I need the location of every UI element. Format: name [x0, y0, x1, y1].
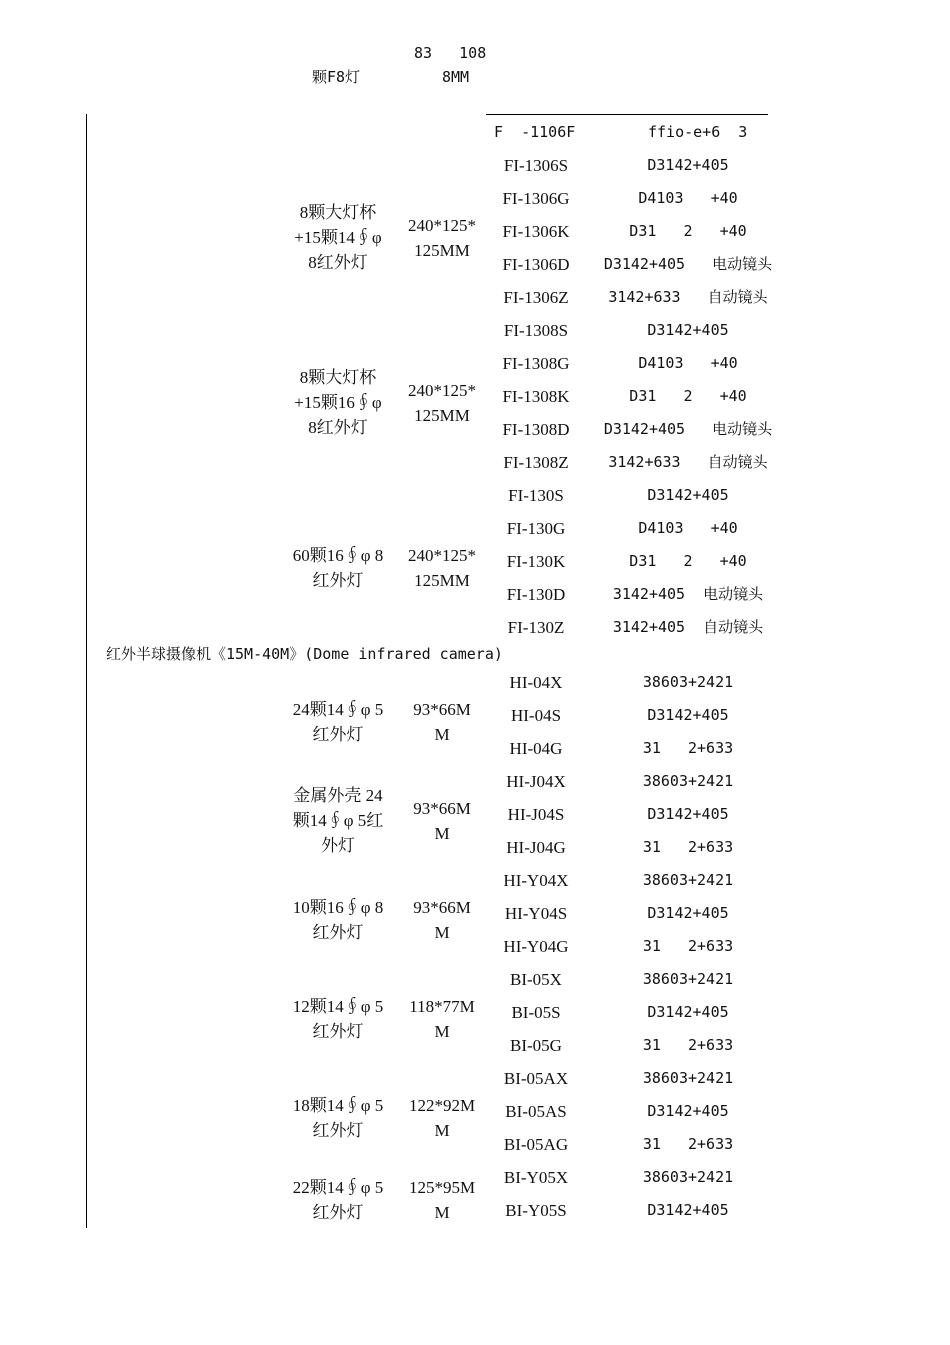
spec-text: D3142+405: [647, 321, 729, 339]
group-description: 18颗14∮φ 5 红外灯: [292, 1095, 384, 1140]
spec-text: D3142+405: [647, 805, 729, 823]
model-code: BI-Y05S: [505, 1201, 567, 1220]
model-code: HI-Y04S: [504, 904, 568, 923]
group-size: 240*125* 125MM: [408, 215, 476, 260]
spec-text: 31 2+633: [642, 1135, 734, 1153]
spec-text: 3142+405 电动镜头: [612, 585, 764, 603]
spec-text: D3142+405: [647, 156, 729, 174]
model-code: HI-J04G: [506, 838, 566, 857]
spec-text: D4103 +40: [638, 519, 738, 537]
spec-text: D3142+405: [647, 486, 729, 504]
left-rule: [86, 114, 87, 1228]
spec-text: D4103 +40: [638, 354, 738, 372]
model-code: HI-J04S: [507, 805, 565, 824]
spec-text: D3142+405: [647, 1201, 729, 1219]
model-code: HI-J04X: [506, 772, 566, 791]
spec-text: 3142+405 自动镜头: [612, 618, 764, 636]
spec-text: D31 2 +40: [629, 222, 747, 240]
group-description: 8颗大灯杯 +15颗14∮φ 8红外灯: [294, 203, 382, 272]
spec-text: D31 2 +40: [629, 552, 747, 570]
model-code: HI-04G: [509, 739, 563, 758]
spec-text: D4103 +40: [638, 189, 738, 207]
model-code: FI-130D: [506, 585, 566, 604]
model-code: HI-Y04G: [503, 937, 569, 956]
model-code: BI-05S: [511, 1003, 561, 1022]
spec-text: 38603+2421: [642, 772, 734, 790]
model-code: FI-1308K: [502, 387, 570, 406]
model-code: FI-1308D: [502, 420, 570, 439]
model-code: FI-130G: [506, 519, 566, 538]
section-dome-title: 红外半球摄像机《15M-40M》(Dome infrared camera): [106, 645, 503, 663]
model-code: FI-1308S: [503, 321, 569, 340]
group-description: 12颗14∮φ 5 红外灯: [292, 996, 384, 1041]
model-code: BI-05G: [510, 1036, 562, 1055]
model-code: FI-1306S: [503, 156, 569, 175]
spec-text: D3142+405 电动镜头: [603, 255, 773, 273]
model-code: BI-05AX: [503, 1069, 569, 1088]
group-description: 22颗14∮φ 5 红外灯: [292, 1178, 384, 1222]
model-code: HI-Y04X: [503, 871, 569, 890]
spec-text: D3142+405: [647, 904, 729, 922]
model-code: HI-04X: [509, 673, 563, 692]
model-code: FI-130Z: [507, 618, 565, 637]
spec-text: D3142+405: [647, 706, 729, 724]
header-lamp-label: 颗F8灯: [312, 68, 361, 86]
group-size: 122*92M M: [408, 1095, 476, 1140]
model-code: FI-1308G: [502, 354, 570, 373]
group-size: 93*66M M: [413, 897, 471, 942]
model-code: BI-05AG: [503, 1135, 569, 1154]
first-row-spec: ffio-e+6 3: [648, 123, 748, 141]
header-mm-label: 8MM: [442, 68, 470, 86]
spec-text: 3142+633 自动镜头: [608, 288, 768, 306]
group-description: 24颗14∮φ 5 红外灯: [292, 699, 384, 744]
group-description: 60颗16∮φ 8 红外灯: [292, 545, 384, 590]
spec-text: 31 2+633: [642, 1036, 734, 1054]
group-size: 240*125* 125MM: [408, 545, 476, 590]
group-size: 93*66M M: [413, 699, 471, 744]
group-size: 125*95M M: [408, 1178, 476, 1222]
first-row-model: F -1106F: [494, 123, 576, 141]
model-code: FI-1306D: [502, 255, 570, 274]
model-code: FI-130S: [508, 486, 564, 505]
group-description: 10颗16∮φ 8 红外灯: [292, 897, 384, 942]
model-code: BI-05X: [510, 970, 562, 989]
spec-text: 38603+2421: [642, 1069, 734, 1087]
group-description: 金属外壳 24 颗14∮φ 5红 外灯: [292, 786, 384, 855]
spec-text: 31 2+633: [642, 937, 734, 955]
group-size: 93*66M M: [413, 798, 471, 843]
spec-text: 38603+2421: [642, 673, 734, 691]
spec-text: 31 2+633: [642, 838, 734, 856]
group-size: 240*125* 125MM: [408, 380, 476, 425]
spec-text: 38603+2421: [642, 871, 734, 889]
spec-text: D3142+405 电动镜头: [603, 420, 773, 438]
model-code: FI-1306Z: [503, 288, 569, 307]
spec-text: 38603+2421: [642, 970, 734, 988]
model-code: FI-130K: [506, 552, 566, 571]
spec-text: D31 2 +40: [629, 387, 747, 405]
model-code: BI-05AS: [505, 1102, 567, 1121]
group-size: 118*77M M: [409, 996, 475, 1041]
spec-text: 31 2+633: [642, 739, 734, 757]
spec-text: D3142+405: [647, 1102, 729, 1120]
model-code: BI-Y05X: [503, 1168, 569, 1187]
model-code: FI-1306K: [502, 222, 570, 241]
spec-text: 3142+633 自动镜头: [608, 453, 768, 471]
model-code: FI-1306G: [502, 189, 570, 208]
top-rule: [486, 114, 768, 115]
spec-text: D3142+405: [647, 1003, 729, 1021]
group-description: 8颗大灯杯 +15颗16∮φ 8红外灯: [294, 368, 382, 437]
header-count-line: 83 108: [414, 44, 487, 62]
model-code: FI-1308Z: [503, 453, 569, 472]
model-code: HI-04S: [510, 706, 562, 725]
spec-text: 38603+2421: [642, 1168, 734, 1186]
